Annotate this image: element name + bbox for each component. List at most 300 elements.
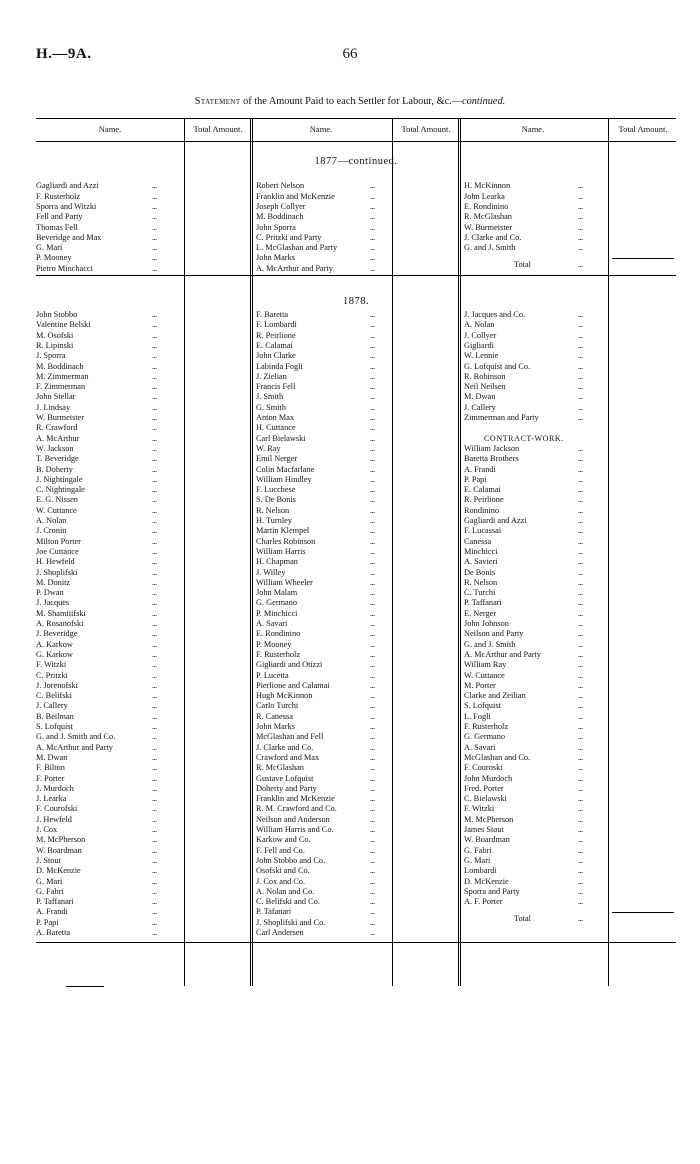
leader-dots: ... (152, 464, 157, 474)
leader-dots: ... (578, 598, 583, 608)
column-header-name-1: Name. (98, 124, 122, 134)
leader-dots: ... (152, 371, 157, 381)
leader-dots: ... (370, 516, 375, 525)
leader-dots: ... (578, 722, 583, 731)
settler-name: Martin Klempel (256, 526, 310, 536)
settler-name: S. De Bonis (256, 495, 296, 505)
table-row (36, 331, 676, 341)
settler-name: A. McArthur and Party (36, 742, 113, 752)
settler-name: J. Cox (36, 825, 58, 834)
leader-dots: ... (152, 835, 157, 845)
settler-name: Robert Nelson (256, 181, 305, 191)
settler-name: J. Jacques and Co. (464, 310, 526, 319)
leader-dots: ... (152, 670, 157, 680)
leader-dots: ... (370, 588, 375, 598)
settler-name: J. Willey (256, 567, 286, 577)
table-row (36, 557, 676, 567)
leader-dots: ... (370, 567, 375, 577)
settler-name: A. Nolan (464, 320, 495, 330)
settler-name: A. Rosanofski (36, 619, 84, 628)
leader-dots: ... (578, 701, 583, 711)
settler-name: F. Fell and Co. (256, 845, 305, 855)
leader-dots: ... (370, 825, 375, 834)
table-row (36, 671, 676, 681)
settler-name: J. Clarke and Co. (464, 232, 522, 242)
leader-dots: ... (578, 845, 583, 855)
leader-dots: ... (152, 783, 157, 793)
settler-name: Crawford and Max (256, 752, 320, 762)
settler-name: J. Jorenofski (36, 680, 78, 690)
leader-dots: ... (152, 773, 157, 783)
leader-dots: ... (370, 660, 375, 670)
leader-dots: ... (370, 330, 375, 340)
leader-dots: ... (152, 649, 157, 659)
settler-name: M. Porter (464, 680, 496, 690)
settler-name: Fred. Porter (464, 783, 504, 793)
leader-dots: ... (152, 701, 157, 711)
settler-name: J. Jacques (36, 598, 70, 608)
settler-name: John Learka (464, 191, 505, 201)
settler-name: D. McKenzie (36, 866, 81, 876)
table-row (36, 495, 676, 505)
settler-name: E. Calamai (464, 485, 501, 495)
settler-name: M. Donitz (36, 577, 71, 587)
settler-name: M. Osofski (36, 330, 74, 340)
leader-dots: ... (370, 212, 375, 222)
leader-dots: ... (578, 340, 583, 350)
settler-name: Charles Robinson (256, 536, 316, 546)
leader-dots: ... (578, 588, 583, 598)
table-row (36, 382, 676, 392)
leader-dots: ... (578, 392, 583, 402)
settler-name: E. Rondinino (256, 629, 301, 639)
table-row (36, 485, 676, 495)
settler-name: Canessa (464, 536, 492, 546)
settler-name: G. Germano (256, 598, 298, 608)
table-row (36, 372, 676, 382)
leader-dots: ... (370, 454, 375, 464)
statement-title (0, 96, 700, 107)
settler-name: A. Frandi (36, 907, 68, 917)
leader-dots: ... (370, 783, 375, 793)
settler-name: F. Couroski (464, 763, 503, 773)
table-row (36, 444, 676, 454)
settler-name: W. Lennie (464, 351, 499, 361)
leader-dots: ... (370, 382, 375, 392)
leader-dots: ... (370, 181, 375, 191)
leader-dots: ... (578, 794, 583, 804)
table-row (36, 660, 676, 670)
settler-name: Gagliardi and Azzi (464, 516, 527, 525)
settler-name: D. McKenzie (464, 876, 509, 886)
leader-dots: ... (578, 402, 583, 412)
settler-name: H. Cuttance (256, 423, 296, 433)
table-row (36, 243, 676, 253)
leader-dots: ... (578, 495, 583, 505)
settler-name: A. Nolan (36, 516, 67, 525)
leader-dots: ... (370, 546, 375, 556)
leader-dots: ... (578, 413, 583, 422)
leader-dots: ... (152, 191, 157, 201)
table-row (36, 212, 676, 222)
leader-dots: ... (578, 639, 583, 649)
settler-name: Milton Porter (36, 536, 81, 546)
settler-name: W. Ray (256, 443, 281, 453)
leader-dots: ... (152, 814, 157, 824)
leader-dots: ... (578, 691, 583, 701)
table-row (36, 413, 676, 423)
leader-dots: ... (152, 423, 157, 433)
settler-name: A. McArthur (36, 433, 80, 443)
settler-name: Thomas Fell (36, 222, 78, 232)
leader-dots: ... (152, 243, 157, 253)
settler-name: Gagliardi and Azzi (36, 181, 99, 191)
total-label: Total (514, 259, 531, 269)
settler-name: E. G. Nissen (36, 495, 78, 505)
leader-dots: ... (578, 310, 583, 319)
settler-name: J. Clarke and Co. (256, 742, 314, 752)
settler-name: Hugh McKinnon (256, 691, 313, 701)
settler-name: M. Dwan (36, 752, 68, 762)
leader-dots: ... (370, 526, 375, 536)
settler-name: J. Beveridge (36, 629, 78, 639)
leader-dots: ... (370, 443, 375, 453)
table-row (36, 506, 676, 516)
settler-name: L. Fogli (464, 711, 491, 721)
table-row (36, 423, 676, 433)
settler-name: Neilson and Anderson (256, 814, 330, 824)
settler-name: G. and J. Smith and Co. (36, 732, 116, 742)
settler-name: McGlashan and Fell (256, 732, 324, 742)
settler-name: F. Lucassai (464, 526, 502, 536)
leader-dots: ... (578, 629, 583, 639)
settler-name: R. Nelson (464, 577, 498, 587)
settler-name: F. Porter (36, 773, 65, 783)
settler-name: J. Zielian (256, 371, 287, 381)
total-row (36, 260, 676, 270)
table-row (36, 887, 676, 897)
leader-dots: ... (370, 191, 375, 201)
leader-dots: ... (370, 742, 375, 752)
settler-name: J. Callery (36, 701, 68, 711)
table-row (36, 928, 676, 938)
leader-dots: ... (578, 505, 583, 515)
leader-dots: ... (370, 243, 375, 253)
total-row (36, 914, 676, 924)
table-row (36, 362, 676, 372)
settler-name: G. Fabri (36, 886, 64, 896)
settler-name: Carl Bielawski (256, 433, 306, 443)
settler-name: Sporra and Party (464, 886, 520, 896)
table-row (36, 465, 676, 475)
leader-dots: ... (152, 619, 157, 628)
leader-dots: ... (152, 577, 157, 587)
leader-dots: ... (578, 567, 583, 577)
leader-dots: ... (370, 722, 375, 731)
leader-dots: ... (578, 485, 583, 495)
settler-name: P. Papi (464, 474, 487, 484)
leader-dots: ... (152, 212, 157, 222)
leader-dots: ... (578, 855, 583, 865)
settler-name: G. Lofquist and Co. (464, 361, 531, 371)
leader-dots: ... (370, 464, 375, 474)
table-row (36, 223, 676, 233)
table-row (36, 815, 676, 825)
leader-dots: ... (152, 413, 157, 422)
table-row (36, 763, 676, 773)
column-header-name-3: Name. (521, 124, 545, 134)
title-continued: continued. (462, 96, 506, 107)
table-row (36, 866, 676, 876)
leader-dots: ... (152, 639, 157, 649)
settler-name: James Stout (464, 825, 504, 834)
settler-name: R. Peirlione (464, 495, 504, 505)
settler-name: T. Beveridge (36, 454, 79, 464)
table-row (36, 650, 676, 660)
leader-dots: ... (152, 804, 157, 814)
leader-dots: ... (370, 763, 375, 773)
settler-name: De Bonis (464, 567, 496, 577)
settler-name: F. Baretta (256, 310, 289, 319)
leader-dots: ... (370, 917, 375, 927)
settler-name: G. and J. Smith (464, 639, 516, 649)
leader-dots: ... (370, 897, 375, 907)
settler-name: S. Lofquist (464, 701, 501, 711)
settler-name: E. Calamai (256, 340, 293, 350)
leader-dots: ... (152, 855, 157, 865)
settler-name: Neil Neilsen (464, 382, 506, 392)
table-row (36, 202, 676, 212)
settler-name: W. Boardman (36, 845, 82, 855)
table-row (36, 233, 676, 243)
leader-dots: ... (152, 201, 157, 211)
leader-dots: ... (578, 742, 583, 752)
leader-dots: ... (578, 330, 583, 340)
leader-dots: ... (370, 711, 375, 721)
leader-dots: ... (370, 845, 375, 855)
leader-dots: ... (370, 371, 375, 381)
table-row (36, 351, 676, 361)
leader-dots: ... (152, 330, 157, 340)
settler-name: P. Minchicci (256, 608, 298, 618)
table-row (36, 701, 676, 711)
leader-dots: ... (578, 660, 583, 670)
settler-name: J. Cronin (36, 526, 67, 536)
table-bottom-rule (36, 942, 676, 943)
table-row (36, 856, 676, 866)
leader-dots: ... (152, 845, 157, 855)
leader-dots: ... (578, 752, 583, 762)
leader-dots: ... (578, 191, 583, 201)
leader-dots: ... (370, 608, 375, 618)
settler-name: Fell and Party (36, 212, 83, 222)
title-rest: of the Amount Paid to each Settler for Labour, &c.— (240, 96, 463, 107)
settler-name: R. Lipinski (36, 340, 74, 350)
leader-dots: ... (578, 866, 583, 876)
settler-name: P. Dwan (36, 588, 64, 598)
settler-name: G. Mari (36, 876, 63, 886)
leader-dots: ... (370, 423, 375, 433)
settler-name: M. McPherson (464, 814, 514, 824)
settler-name: G. Mari (464, 855, 491, 865)
settler-name: F. Lombardi (256, 320, 297, 330)
leader-dots: ... (152, 794, 157, 804)
table-row (36, 877, 676, 887)
settler-name: C. Pritzki (36, 670, 68, 680)
table-row (36, 392, 676, 402)
leader-dots: ... (370, 732, 375, 742)
total-rule-top (612, 258, 674, 259)
settler-name: H. Hewfeld (36, 557, 75, 567)
table-row (36, 547, 676, 557)
leader-dots: ... (578, 222, 583, 232)
leader-dots: ... (152, 680, 157, 690)
leader-dots: ... (370, 222, 375, 232)
leader-dots: ... (370, 752, 375, 762)
settler-name: J. Lindsay (36, 402, 71, 412)
leader-dots: ... (370, 536, 375, 546)
table-row (36, 619, 676, 629)
settler-labour-table (36, 118, 676, 986)
settler-name: Colin Macfarlane (256, 464, 315, 474)
table-row (36, 753, 676, 763)
settler-name: John Clarke (256, 351, 296, 361)
leader-dots: ... (578, 835, 583, 845)
settler-name: J. Smith (256, 392, 284, 402)
settler-name: A. Baretta (36, 928, 71, 937)
settler-name: A. Frandi (464, 464, 496, 474)
leader-dots: ... (152, 474, 157, 484)
leader-dots: ... (578, 783, 583, 793)
settler-name: P. Papi (36, 917, 59, 927)
leader-dots: ... (578, 773, 583, 783)
settler-name: J. Sporra (36, 351, 66, 361)
settler-name: R. Peirlione (256, 330, 296, 340)
leader-dots: ... (578, 464, 583, 474)
settler-name: Pietro Minchacci (36, 263, 93, 273)
leader-dots: ... (578, 181, 583, 191)
settler-name: A. McArthur and Party (256, 263, 333, 273)
table-row (36, 320, 676, 330)
settler-name: William Hindley (256, 474, 312, 484)
settler-name: Doherty and Party (256, 783, 317, 793)
settler-name: F. Bilton (36, 763, 65, 773)
leader-dots: ... (152, 866, 157, 876)
settler-name: Emil Nerger (256, 454, 298, 464)
table-row (36, 846, 676, 856)
leader-dots: ... (578, 536, 583, 546)
leader-dots: ... (370, 557, 375, 567)
leader-dots: ... (578, 711, 583, 721)
settler-name: Lombardi (464, 866, 497, 876)
settler-name: F. Rusterholz (256, 649, 301, 659)
settler-name: John Stobbo and Co. (256, 855, 326, 865)
settler-name: Sporra and Witzki (36, 201, 97, 211)
leader-dots: ... (152, 516, 157, 525)
settler-name: William Jackson (464, 443, 520, 453)
leader-dots: ... (578, 371, 583, 381)
settler-name: Labinda Fogli (256, 361, 303, 371)
total-rule-top (612, 912, 674, 913)
leader-dots: ... (152, 495, 157, 505)
leader-dots: ... (152, 232, 157, 242)
settler-name: R. Nelson (256, 505, 290, 515)
leader-dots: ... (370, 804, 375, 814)
leader-dots: ... (370, 433, 375, 443)
leader-dots: ... (152, 897, 157, 907)
settler-name: John Murdoch (464, 773, 513, 783)
settler-name: J. Callery (464, 402, 496, 412)
settler-name: Joe Cuttance (36, 546, 79, 556)
column-header-name-2: Name. (309, 124, 333, 134)
leader-dots: ... (152, 253, 157, 263)
settler-name: William Harris and Co. (256, 825, 334, 834)
leader-dots: ... (578, 212, 583, 222)
leader-dots: ... (370, 876, 375, 886)
settler-name: F. Rusterholz (464, 722, 509, 731)
settler-name: C. Bielawski (464, 794, 507, 804)
leader-dots: ... (578, 680, 583, 690)
leader-dots: ... (370, 670, 375, 680)
leader-dots: ... (370, 773, 375, 783)
leader-dots: ... (578, 732, 583, 742)
settler-name: John Malam (256, 588, 298, 598)
table-row (36, 568, 676, 578)
settler-name: Franklin and McKenzie (256, 794, 335, 804)
settler-name: M. Boddinach (256, 212, 304, 222)
table-row (36, 784, 676, 794)
settler-name: P. Mooney (256, 639, 292, 649)
table-row (36, 526, 676, 536)
leader-dots: ... (370, 794, 375, 804)
leader-dots: ... (370, 866, 375, 876)
settler-name: M. Shamiiifski (36, 608, 86, 618)
settler-name: R. Canessa (256, 711, 293, 721)
settler-name: F. Rusterholz (36, 191, 81, 201)
leader-dots: ... (152, 557, 157, 567)
leader-dots: ... (578, 763, 583, 773)
settler-name: C. Belifski and Co. (256, 897, 320, 907)
settler-name: J. Hewfeld (36, 814, 72, 824)
column-header-row (36, 118, 676, 142)
settler-name: H. Chapman (256, 557, 298, 567)
currency-unit-row (36, 170, 676, 180)
settler-name: F. Courofski (36, 804, 78, 814)
settler-name: H. McKinnon (464, 181, 511, 191)
leader-dots: ... (578, 351, 583, 361)
settler-name: W. Cuttance (36, 505, 77, 515)
settler-name: Valentine Belski (36, 320, 91, 330)
settler-name: McGlashan and Co. (464, 752, 531, 762)
settler-name: W. Boardman (464, 835, 510, 845)
leader-dots: ... (578, 382, 583, 392)
leader-dots: ... (370, 649, 375, 659)
table-row (36, 712, 676, 722)
settler-name: Gustave Lofquist (256, 773, 314, 783)
leader-dots: ... (152, 876, 157, 886)
table-row (36, 804, 676, 814)
leader-dots: ... (370, 639, 375, 649)
settler-name: A. Savieri (464, 557, 498, 567)
settler-name: Minchicci (464, 546, 498, 556)
leader-dots: ... (370, 680, 375, 690)
settler-name: F. Witzki (464, 804, 495, 814)
settler-name: M. Dwan (464, 392, 496, 402)
leader-dots: ... (152, 443, 157, 453)
leader-dots: ... (578, 876, 583, 886)
settler-name: A. Karkow (36, 639, 73, 649)
leader-dots: ... (152, 382, 157, 392)
